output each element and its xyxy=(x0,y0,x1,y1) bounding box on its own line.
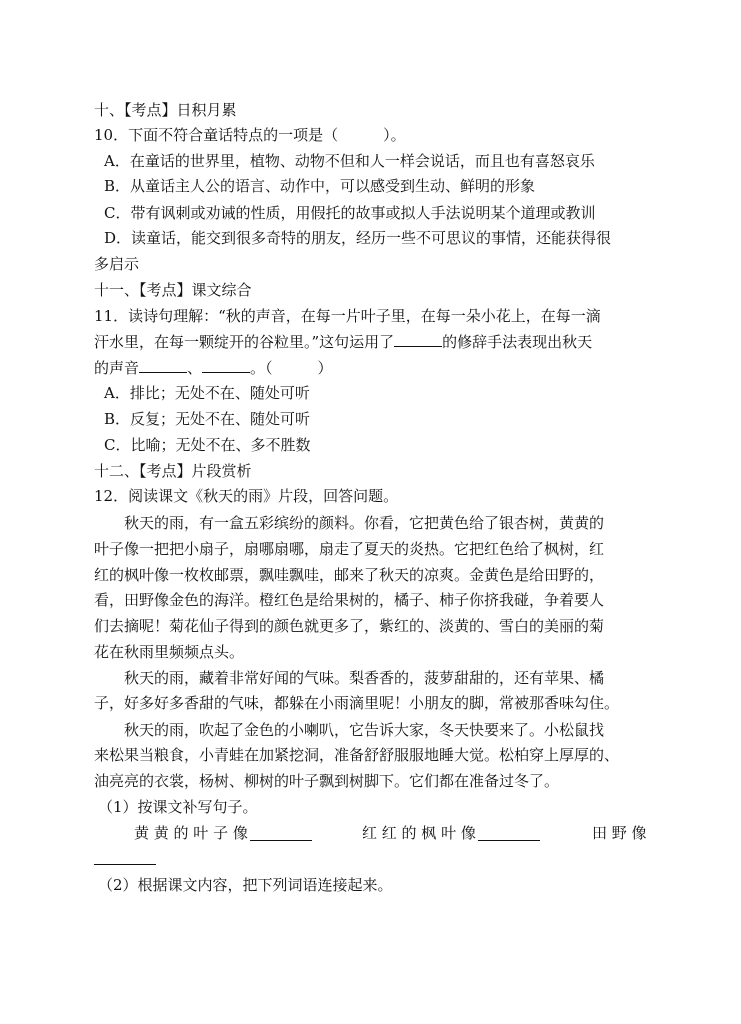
passage-p3-line: 油亮亮的衣裳，杨树、柳树的叶子飘到树脚下。它们都在准备过冬了。 xyxy=(94,772,560,790)
q11-option-c: C．比喻；无处不在、多不胜数 xyxy=(104,436,311,454)
q11-line2-text: 汗水里，在每一颗绽开的谷粒里。”这句运用了 xyxy=(94,333,395,351)
section-11-header: 十一、【考点】课文综合 xyxy=(94,281,252,299)
fill-blank-1[interactable] xyxy=(250,825,312,841)
passage-p3-line: 秋天的雨，吹起了金色的小喇叭，它告诉大家，冬天快要来了。小松鼠找 xyxy=(124,721,605,739)
q12-sub1: （1）按课文补写句子。 xyxy=(98,798,258,816)
passage-p3-line: 来松果当粮食，小青蛙在加紧挖洞，准备舒舒服服地睡大觉。松柏穿上厚厚的、 xyxy=(94,746,620,764)
q12-sub2: （2）根据课文内容，把下列词语连接起来。 xyxy=(98,876,393,894)
q11-line3 xyxy=(94,357,333,377)
q11-blank-3[interactable] xyxy=(202,357,250,373)
passage-p2-line: 秋天的雨，藏着非常好闻的气味。梨香香的，菠萝甜甜的，还有苹果、橘 xyxy=(124,669,605,687)
q11-line1: 11．读诗句理解：“秋的声音，在每一片叶子里，在每一朵小花上，在每一滴 xyxy=(94,307,601,325)
fill-prompt-1: 黄 黄 的 叶 子 像 xyxy=(134,824,248,842)
q11-line3-text-b: 、 xyxy=(187,359,203,377)
q11-option-a: A．排比；无处不在、随处可听 xyxy=(104,384,310,402)
q12-fill-row xyxy=(94,823,645,843)
q11-blank-1[interactable] xyxy=(394,331,442,347)
fill-blank-3-line xyxy=(94,849,156,869)
section-10-header: 十、【考点】日积月累 xyxy=(94,101,237,119)
section-12-header: 十二、【考点】片段赏析 xyxy=(94,462,252,480)
fill-prompt-2: 红 红 的 枫 叶 像 xyxy=(362,824,476,842)
q10-stem: 10．下面不符合童话特点的一项是（ ）。 xyxy=(94,126,406,144)
passage-p1-line: 们去摘呢！菊花仙子得到的颜色就更多了，紫红的、淡黄的、雪白的美丽的菊 xyxy=(94,617,605,635)
fill-blank-2[interactable] xyxy=(478,825,540,841)
passage-p1-line: 看，田野像金色的海洋。橙红色是给果树的，橘子、柿子你挤我碰，争着要人 xyxy=(94,591,605,609)
q10-option-c: C．带有讽刺或劝诫的性质，用假托的故事或拟人手法说明某个道理或教训 xyxy=(104,204,596,222)
q11-line3-text-a: 的声音 xyxy=(94,359,140,377)
fill-prompt-3: 田 野 像 xyxy=(592,824,647,842)
q12-stem: 12．阅读课文《秋天的雨》片段，回答问题。 xyxy=(94,487,399,505)
q11-line2-text-b: 的修辞手法表现出秋天 xyxy=(442,333,593,351)
passage-p1-line: 花在秋雨里频频点头。 xyxy=(94,643,245,661)
q10-option-d-line2: 多启示 xyxy=(94,255,140,273)
q10-option-a: A．在童话的世界里，植物、动物不但和人一样会说话，而且也有喜怒哀乐 xyxy=(104,152,595,170)
passage-p1-line: 叶子像一把把小扇子，扇哪扇哪，扇走了夏天的炎热。它把红色给了枫树，红 xyxy=(94,540,605,558)
passage-p1-line: 秋天的雨，有一盒五彩缤纷的颜料。你看，它把黄色给了银杏树，黄黄的 xyxy=(124,514,605,532)
q10-option-d-line1: D．读童话，能交到很多奇特的朋友，经历一些不可思议的事情，还能获得很 xyxy=(104,229,612,247)
passage-p2-line: 子，好多好多香甜的气味，都躲在小雨滴里呢！小朋友的脚，常被那香味勾住。 xyxy=(94,694,620,712)
q11-line2 xyxy=(94,331,592,351)
fill-blank-3[interactable] xyxy=(94,849,156,865)
q11-line3-text-c: 。（ ） xyxy=(250,359,333,377)
passage-p1-line: 红的枫叶像一枚枚邮票，飘哇飘哇，邮来了秋天的凉爽。金黄色是给田野的， xyxy=(94,566,605,584)
q11-blank-2[interactable] xyxy=(139,357,187,373)
q11-option-b: B．反复；无处不在、随处可听 xyxy=(104,410,311,428)
q10-option-b: B．从童话主人公的语言、动作中，可以感受到生动、鲜明的形象 xyxy=(104,177,536,195)
